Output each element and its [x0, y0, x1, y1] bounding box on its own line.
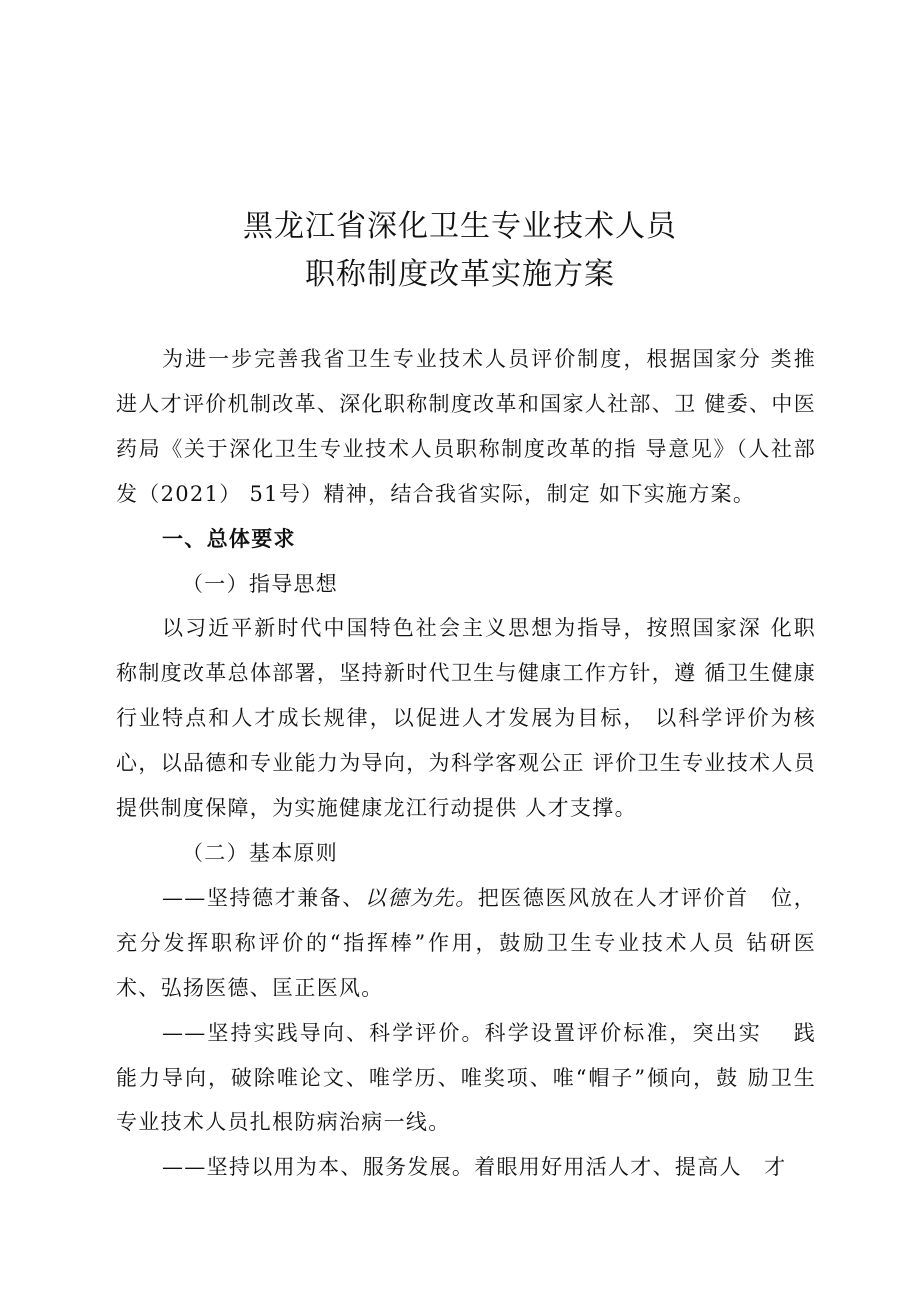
document-title-line-2: 职称制度改革实施方案 [305, 257, 615, 292]
intro-paragraph: 为进一步完善我省卫生专业技术人员评价制度，根据国家分 类推进人才评价机制改革、深化职称制度改革和国家人社部、卫 健委、中医药局《关于深化卫生专业技术人员职称制度改革的指 导意见》（人社部发（2021） 51号）精神，结合我省实际，制定 如下实施方案。 [116, 347, 816, 506]
document-title-line-1: 黑龙江省深化卫生专业技术人员 [243, 209, 677, 244]
document-body [116, 337, 816, 1190]
principle-paragraph-2: ——坚持实践导向、科学评价。科学设置评价标准，突出实 践能力导向，破除唯论文、唯学历、唯奖项、唯“帽子”倾向，鼓 励卫生专业技术人员扎根防病治病一线。 [116, 1020, 816, 1135]
principle-paragraph-3: ——坚持以用为本、服务发展。着眼用好用活人才、提高人 才 [162, 1155, 787, 1180]
principle-1-rest: 把医德医风放在人才评价首 位，充分发挥职称评价的“指挥棒”作用，鼓励卫生专业技术人员 钻研医术、弘扬医德、匡正医风。 [116, 885, 817, 1000]
principle-1-lead: ——坚持德才兼备、 [162, 885, 365, 910]
principle-paragraph-1 [116, 876, 816, 1011]
section-heading-general-requirements: 一、总体要求 [162, 525, 296, 551]
subsection-heading-guiding-ideology: （一）指导思想 [182, 571, 339, 596]
guiding-ideology-paragraph: 以习近平新时代中国特色社会主义思想为指导，按照国家深 化职称制度改革总体部署，坚持新时代卫生与健康工作方针，遵 循卫生健康行业特点和人才成长规律，以促进人才发展为目标， 以科学评价为核心，以品德和专业能力为导向，为科学客观公正 评价卫生专业技术人员提供制度保障，为实施健康龙江行动提供 人才支撑。 [116, 616, 816, 821]
subsection-heading-basic-principles: （二）基本原则 [182, 840, 339, 865]
principle-1-emphasis: 以德为先。 [364, 885, 478, 910]
